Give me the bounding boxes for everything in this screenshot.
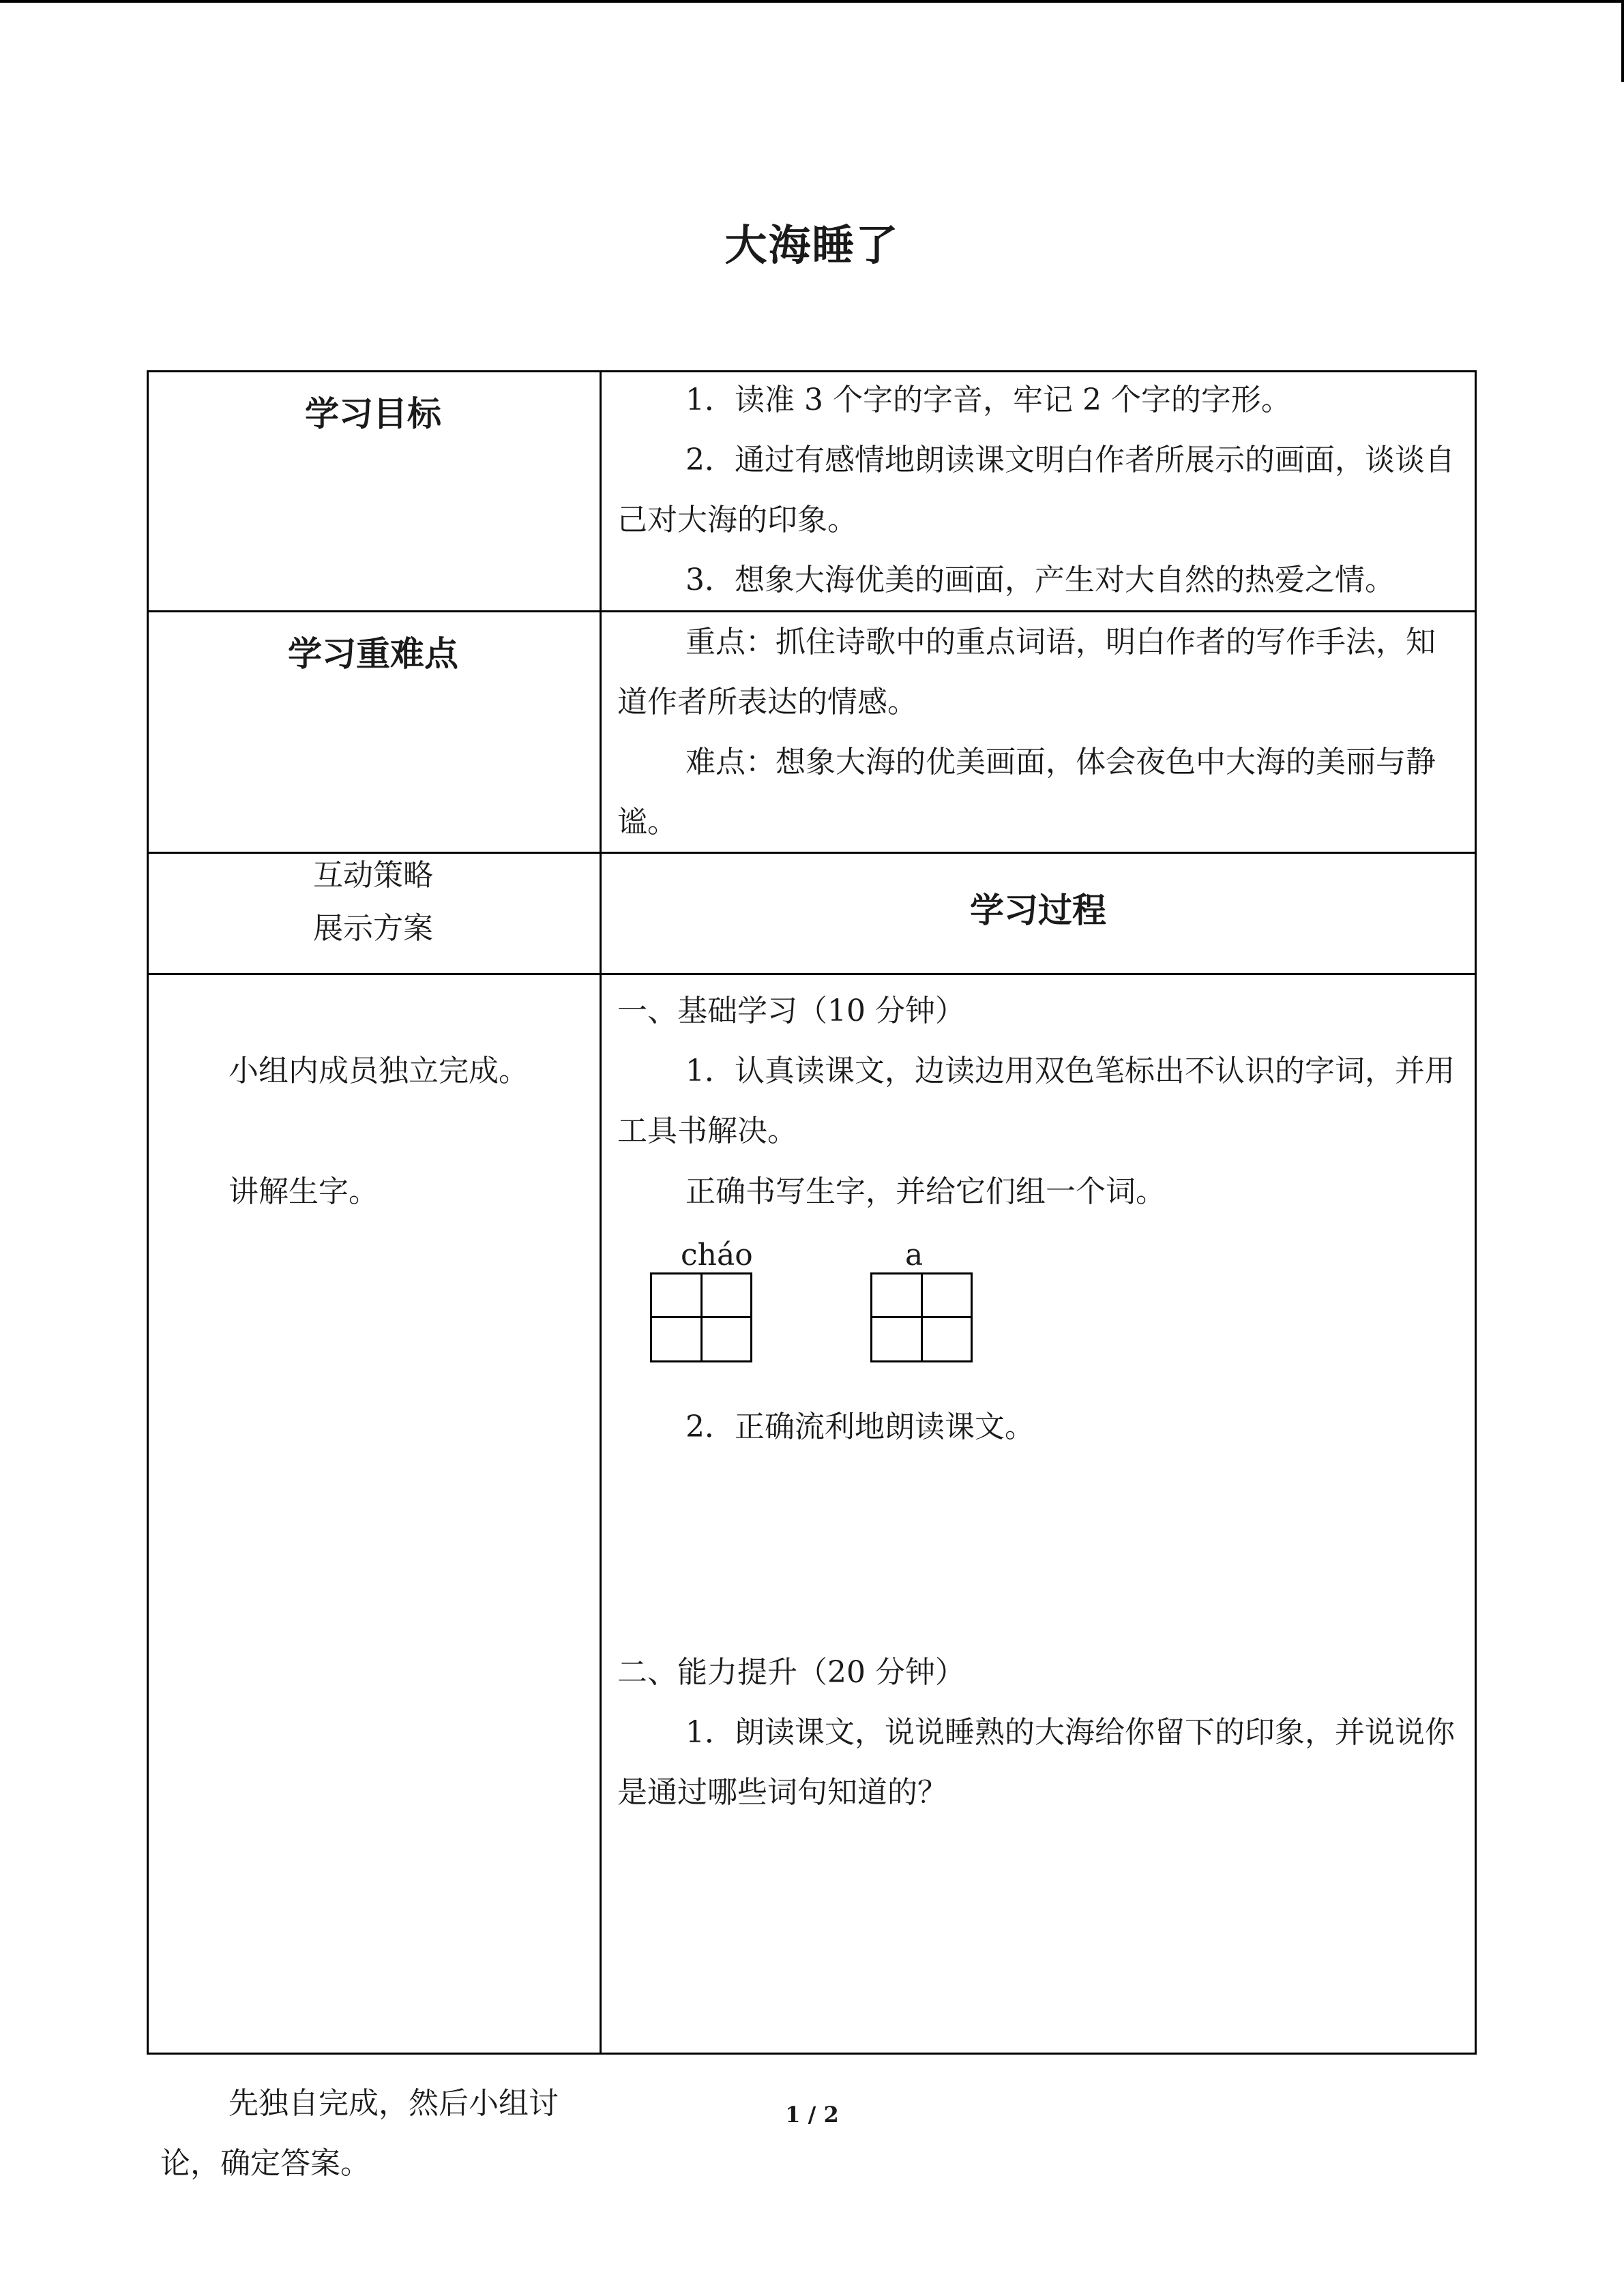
grid-line <box>652 1316 750 1318</box>
section1-item2: 2．正确流利地朗读课文。 <box>685 1410 1035 1444</box>
writing-grid-box[interactable] <box>650 1272 752 1362</box>
grid-line <box>872 1316 971 1318</box>
objective-item: 2．通过有感情地朗读课文明白作者所展示的画面，谈谈自己对大海的印象。 <box>617 443 1455 537</box>
objectives-label: 学习目标 <box>305 394 441 434</box>
pinyin-label: cháo <box>681 1238 753 1272</box>
section2-item1: 1．朗读课文，说说睡熟的大海给你留下的印象，并说说你是通过哪些词句知道的？ <box>617 1715 1455 1810</box>
table-rule <box>1475 370 1477 2055</box>
pinyin-label: a <box>905 1238 924 1272</box>
key-point-item: 重点：抓住诗歌中的重点词语，明白作者的写作手法，知道作者所表达的情感。 <box>617 625 1436 719</box>
top-border <box>0 0 1624 3</box>
page-title: 大海睡了 <box>724 220 900 270</box>
page-number: 1 / 2 <box>785 2102 839 2128</box>
right-border <box>1621 0 1624 82</box>
section1-heading: 一、基础学习（10 分钟） <box>617 994 965 1028</box>
table-rule <box>147 370 149 2055</box>
objective-item: 3．想象大海优美的画面，产生对大自然的热爱之情。 <box>685 563 1395 597</box>
strategy-header-line: 展示方案 <box>313 911 433 946</box>
section2-heading: 二、能力提升（20 分钟） <box>617 1655 965 1690</box>
section1-item1b: 正确书写生字，并给它们组一个词。 <box>685 1174 1166 1209</box>
objective-item: 1．读准 3 个字的字音，牢记 2 个字的字形。 <box>685 383 1291 417</box>
section1-item1: 1．认真读课文，边读边用双色笔标出不认识的字词，并用工具书解决。 <box>617 1054 1455 1148</box>
process-header: 学习过程 <box>970 891 1106 930</box>
strategy-note: 先独自完成，然后小组讨论，确定答案。 <box>160 2086 559 2181</box>
strategy-note: 讲解生字。 <box>228 1174 379 1209</box>
table-rule <box>147 973 1477 975</box>
table-rule <box>600 370 602 2055</box>
key-point-item: 难点：想象大海的优美画面，体会夜色中大海的美丽与静谧。 <box>617 745 1436 839</box>
key-points-list <box>617 612 1463 852</box>
objectives-list <box>617 370 1463 610</box>
table-rule <box>147 2053 1477 2055</box>
strategy-header <box>147 849 600 955</box>
strategy-header-line: 互动策略 <box>313 858 433 893</box>
writing-grid-box[interactable] <box>870 1272 973 1362</box>
key-points-label: 学习重难点 <box>288 634 458 674</box>
strategy-note: 小组内成员独立完成。 <box>228 1054 529 1088</box>
